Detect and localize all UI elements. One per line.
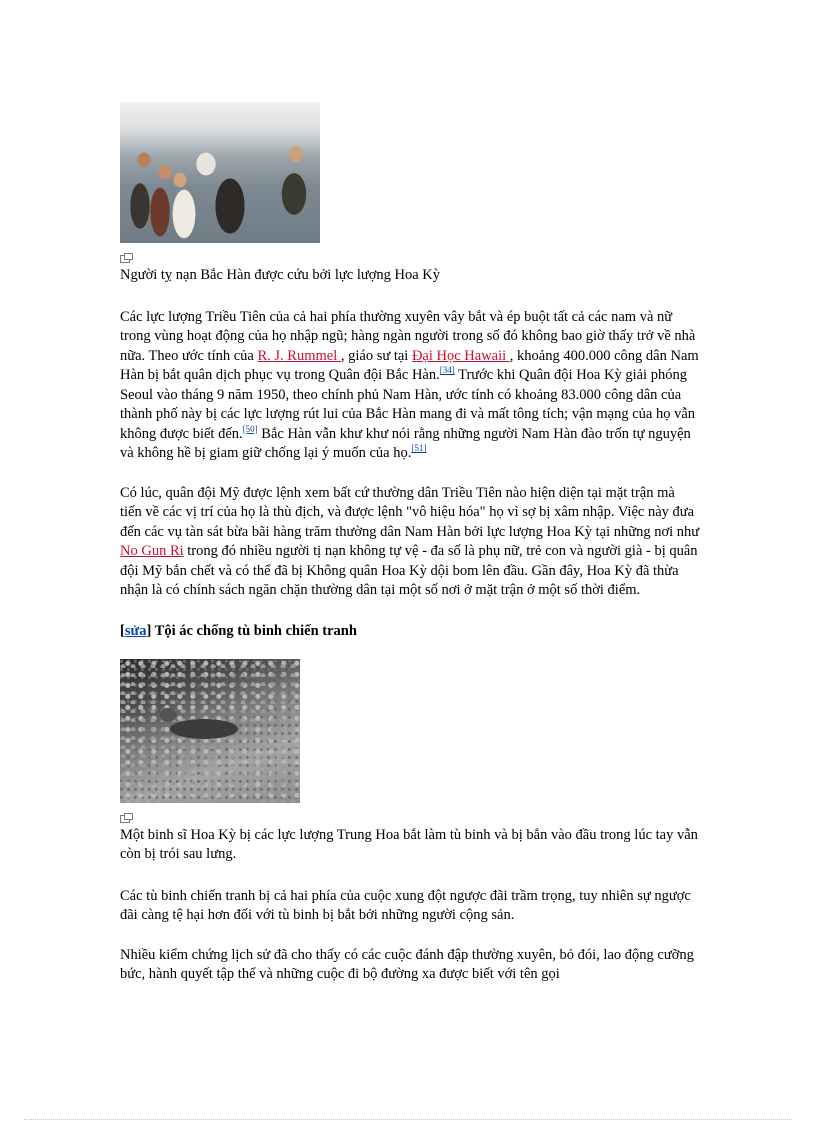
para1-text-1: Các lực lượng Triều Tiên của cả hai phía thường xuyên vây bắt và ép buột tất cả các nam và nữ trong vùng hoạt động của họ nhập ngũ; hàng ngàn người trong số đó không bao giờ thấy trở về nhà nữa. Theo ước tính của bbox=[120, 308, 696, 364]
para1-text-5: Bắc Hàn vẫn khư khư nói rằng những người Nam Hàn đào trốn tự nguyện và không hề bị giam giữ chống lại ý muốn của họ. bbox=[120, 425, 691, 461]
para1-text-2: , giáo sư tại bbox=[340, 347, 412, 364]
document-page bbox=[120, 102, 700, 1005]
para2-text-1: Có lúc, quân đội Mỹ được lệnh xem bất cứ thường dân Triều Tiên nào hiện diện tại mặt trận mà tiến về các vị trí của họ là thù địch, và được lệnh "vô hiệu hóa" họ vì sợ bị xâm nhập. Việc này đưa đến các vụ tàn sát bừa bãi hàng trăm thường dân Nam Hàn bởi lực lượng Hoa Kỳ tại những nơi như bbox=[120, 484, 700, 540]
page-bottom-divider bbox=[24, 1119, 792, 1120]
link-no-gun-ri[interactable]: No Gun Ri bbox=[120, 543, 184, 559]
link-dai-hoc-hawaii[interactable]: Đại Học Hawaii bbox=[411, 347, 510, 364]
figure1-caption: Người tỵ nạn Bắc Hàn được cứu bởi lực lượng Hoa Kỳ bbox=[120, 267, 441, 283]
figure2-caption: Một binh sĩ Hoa Kỳ bị các lực lượng Trung Hoa bắt làm tù binh và bị bắn vào đầu trong lúc tay vẫn còn bị trói sau lưng. bbox=[120, 826, 698, 862]
refugees-photo[interactable] bbox=[120, 102, 320, 243]
paragraph-historical-evidence: Nhiều kiểm chứng lịch sử đã cho thấy có các cuộc đánh đập thường xuyên, bỏ đói, lao động cưỡng bức, hành quyết tập thể và những cuộc đi bộ đường xa được biết với tên gọi bbox=[120, 946, 694, 982]
enlarge-icon[interactable] bbox=[120, 813, 133, 823]
reference-50[interactable]: [50] bbox=[242, 423, 258, 434]
para2-text-2: trong đó nhiều người tị nạn không tự vệ - đa số là phụ nữ, trẻ con và người già - bị quân đội Mỹ bắn chết và có thể đã bị Không quân Hoa Kỳ dội bom lên đầu. Gần đây, Hoa Kỳ đã thừa nhận là có chính sách ngăn chặn thường dân tại một số nơi ở mặt trận ở một số thời điểm. bbox=[120, 543, 698, 598]
edit-section-link[interactable]: sửa bbox=[124, 622, 147, 639]
reference-51[interactable]: [51] bbox=[411, 443, 427, 454]
paragraph-conscription bbox=[120, 308, 700, 464]
paragraph-pow-treatment: Các tù binh chiến tranh bị cả hai phía của cuộc xung đột ngược đãi trầm trọng, tuy nhiên sự ngược đãi càng tệ hại hơn đối với tù binh bị bắt bởi những người cộng sản. bbox=[120, 887, 691, 923]
reference-34[interactable]: [34] bbox=[439, 365, 455, 376]
pow-photo[interactable] bbox=[120, 659, 300, 803]
para1-text-4: Trước khi Quân đội Hoa Kỳ giải phóng Seoul vào tháng 9 năm 1950, theo chính phủ Nam Hàn, ước tính có khoảng 83.000 công dân của thành phố này bị các lực lượng rút lui của Bắc Hàn mang đi và mất tông tích; vận mạng của họ vẫn không được biết đến. bbox=[120, 367, 696, 442]
heading-bracket-open: [ bbox=[120, 622, 125, 639]
heading-bracket-close: ] bbox=[146, 622, 152, 639]
section-title: Tội ác chống tù binh chiến tranh bbox=[151, 622, 357, 639]
link-rj-rummel[interactable]: R. J. Rummel bbox=[257, 347, 341, 364]
section-heading bbox=[120, 621, 700, 641]
paragraph-civilians bbox=[120, 484, 700, 601]
enlarge-icon[interactable] bbox=[120, 253, 133, 263]
para1-text-3: , khoảng 400.000 công dân Nam Hàn bị bắt quân dịch phục vụ trong Quân đội Bắc Hàn. bbox=[120, 347, 699, 383]
